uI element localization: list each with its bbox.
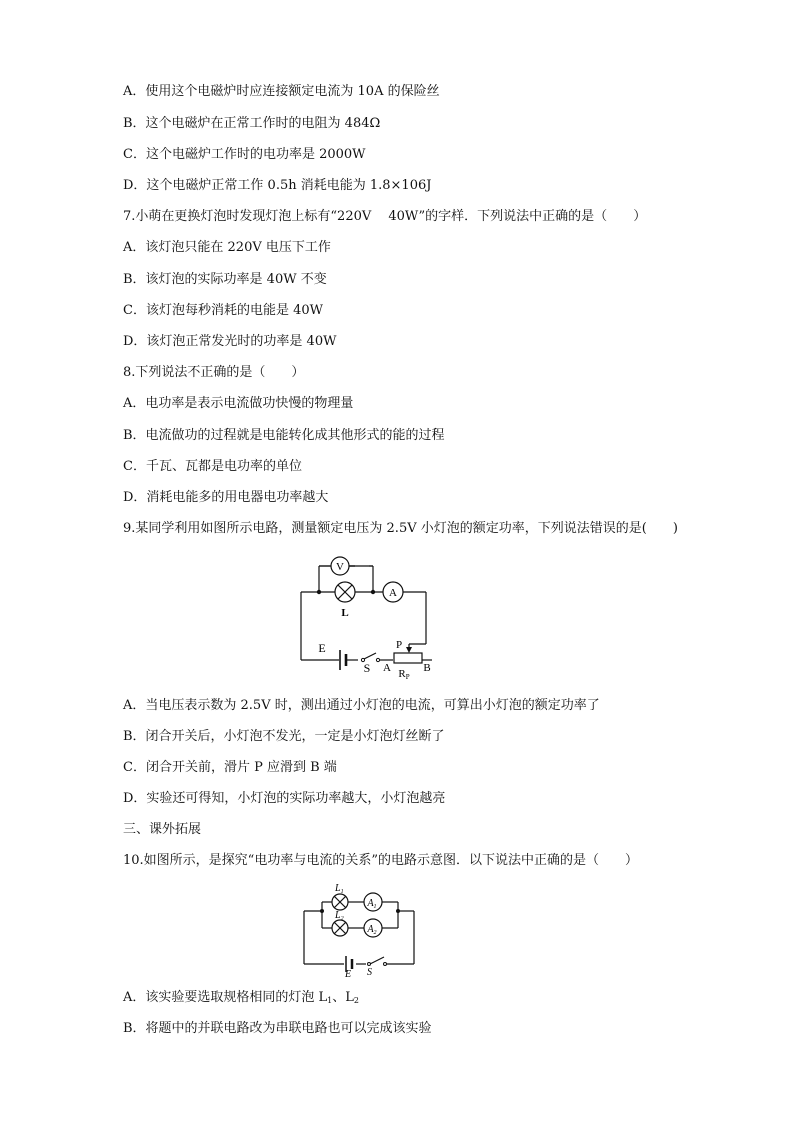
q8-stem-text: 8.下列说法不正确的是（: [123, 365, 266, 380]
q8-option-b: B．电流做功的过程就是电能转化成其他形式的能的过程: [123, 428, 445, 443]
junction-dot: [371, 590, 375, 594]
q7-stem: [123, 208, 646, 226]
switch-contact: [384, 963, 387, 966]
switch-pivot: [368, 963, 371, 966]
voltmeter-label: V: [336, 561, 344, 573]
battery-label: E: [345, 969, 352, 978]
ammeter-2-label: $A_2$: [367, 924, 377, 936]
q6-option-c: C．这个电磁炉工作时的电功率是 2000W: [123, 147, 366, 162]
switch-contact: [376, 658, 379, 661]
lamp-1-symbol: [332, 894, 348, 910]
lamp-2-label: $L_2$: [335, 910, 344, 922]
section-heading: 三、课外拓展: [123, 822, 202, 837]
slider-label: P: [395, 639, 403, 651]
switch-label: S: [363, 661, 371, 675]
q10-stem-text: 10.如图所示，是探究“电功率与电流的关系”的电路示意图．以下说法中正确的是（: [123, 853, 599, 868]
junction-dot: [396, 909, 400, 913]
lamp-label: L: [341, 607, 349, 619]
q8-option-c: C．千瓦、瓦都是电功率的单位: [123, 459, 302, 474]
battery-label: E: [318, 641, 326, 655]
q10-option-a: [123, 989, 359, 1010]
ammeter-1-symbol: [364, 893, 382, 911]
q9-circuit-diagram: [296, 550, 446, 680]
subscript: 2: [353, 996, 359, 1005]
q9-option-d: D．实验还可得知，小灯泡的实际功率越大，小灯泡越亮: [123, 791, 446, 806]
q9-option-c: C．闭合开关前，滑片 P 应滑到 B 端: [123, 760, 337, 775]
q6-option-b: B．这个电磁炉在正常工作时的电阻为 484Ω: [123, 116, 381, 131]
q7-option-a: A．该灯泡只能在 220V 电压下工作: [123, 240, 331, 255]
q10-option-b: B．将题中的并联电路改为串联电路也可以完成该实验: [123, 1021, 432, 1036]
q10-option-a-text: A．该实验要选取规格相同的灯泡 L: [123, 990, 328, 1005]
lamp-2-symbol: [332, 920, 348, 936]
q7-option-c: C．该灯泡每秒消耗的电能是 40W: [123, 303, 323, 318]
ammeter-2-symbol: [364, 919, 382, 937]
q8-option-a: A．电功率是表示电流做功快慢的物理量: [123, 396, 354, 411]
q9-stem: [123, 520, 678, 538]
lamp-symbol: [335, 582, 355, 602]
junction-dot: [317, 590, 321, 594]
ammeter-label: A: [389, 587, 397, 599]
q9-option-b: B．闭合开关后，小灯泡不发光，一定是小灯泡灯丝断了: [123, 729, 445, 744]
separator: 、L: [332, 990, 354, 1005]
q10-stem-close: ）: [624, 853, 638, 868]
q7-option-b: B．该灯泡的实际功率是 40W 不变: [123, 272, 327, 287]
ammeter-symbol: [383, 582, 403, 602]
rheostat-label: RP: [398, 668, 410, 680]
end-a-label: A: [383, 662, 391, 674]
end-b-label: B: [423, 662, 431, 674]
q6-option-d: D．这个电磁炉正常工作 0.5h 消耗电能为 1.8×106J: [123, 178, 432, 193]
q9-option-a: A．当电压表示数为 2.5V 时，测出通过小灯泡的电流，可算出小灯泡的额定功率了: [123, 698, 600, 713]
lamp-1-label: $L_1$: [335, 883, 344, 895]
q7-option-d: D．该灯泡正常发光时的功率是 40W: [123, 334, 337, 349]
subscript: 1: [327, 996, 333, 1005]
junction-dot: [320, 909, 324, 913]
slider-arrow: [406, 647, 412, 653]
q7-stem-text: 7.小萌在更换灯泡时发现灯泡上标有“220V 40W”的字样．下列说法中正确的是（: [123, 209, 608, 224]
ammeter-1-label: $A_1$: [367, 898, 377, 910]
q9-stem-text: 9.某同学利用如图所示电路，测量额定电压为 2.5V 小灯泡的额定功率，下列说法错误的是(: [123, 521, 647, 536]
q6-option-a: A．使用这个电磁炉时应连接额定电流为 10A 的保险丝: [123, 84, 440, 99]
q10-stem: [123, 852, 638, 870]
q9-stem-close: ): [672, 521, 678, 536]
q8-stem-close: ）: [291, 365, 305, 380]
q8-option-d: D．消耗电能多的用电器电功率越大: [123, 490, 329, 505]
switch-label: S: [367, 967, 372, 978]
q10-circuit-diagram: [300, 878, 420, 978]
q7-stem-close: ）: [633, 209, 647, 224]
q8-stem: [123, 364, 304, 382]
